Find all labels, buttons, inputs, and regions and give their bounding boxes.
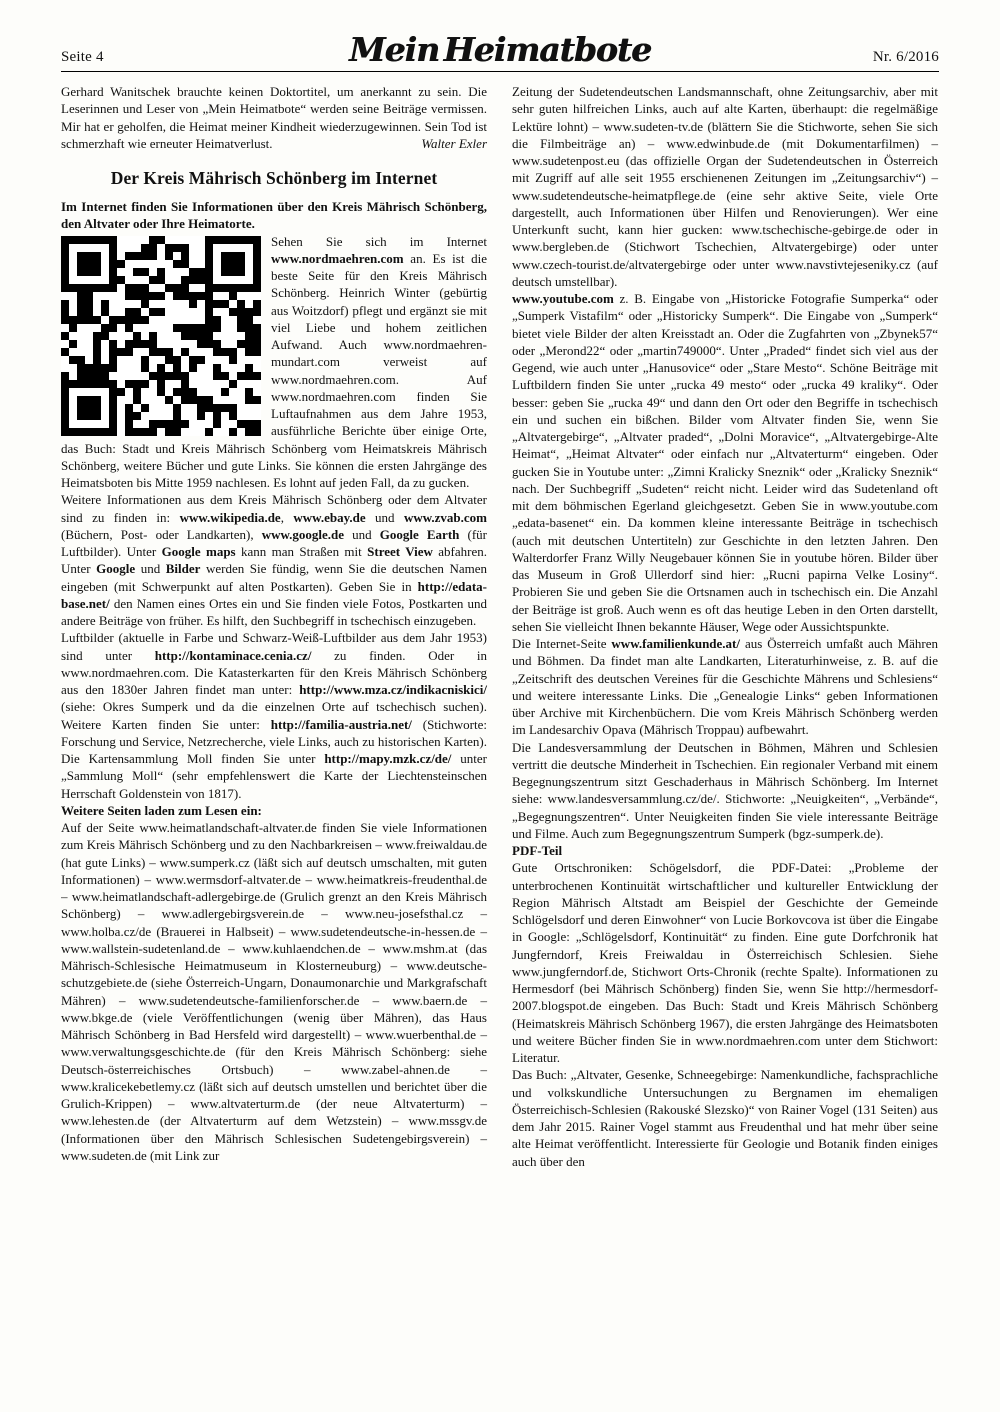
qr-paragraph-text: Sehen Sie sich im Internet www.nordmaehren.com an. Es ist die beste Seite für den Kreis Mährisch Schönberg. Heinrich Winter (gebürtig aus Woitzdorf) pflegt und ergänzt sie mit viel Liebe und hohem zeitlichen Aufwand. Auch www.nordmaehren-mundart.com verweist auf www.nordmaehren.com. Auf www.nordmaehren.com finden Sie Luftaufnahmen aus dem Jahre 1953, ausführliche Berichte über einige Orte, das Buch: Stadt und Kreis Mährisch Schönberg vom Heimatskreis Mährisch Schönberg, weitere Bücher und gute Links. Sie können die ersten Jahrgänge des Heimatsboten bis Mitte 1959 nachlesen. Es lohnt auf jeden Fall, da zu gucken. — [61, 233, 487, 490]
issue-number: Nr. 6/2016 — [872, 49, 939, 65]
ortschroniken-paragraph: Gute Ortschroniken: Schögelsdorf, die PDF-Datei: „Probleme der unterbrochenen Kontinuität wirtschaftlicher und kultureller Entwicklung der Region Mährisch Altstadt am Beispiel der Geschichte der Gemeinde Schlögelsdorf und deren Einwohner“ von Lucie Borkovcova ist über die Eingabe in Google: „Schlögelsdorf, Kontinuität“ zu finden. Eine gute Dorfchronik hat Jungferndorf, Kreis Freiwaldau in Österreichisch Schlesien. Siehe www.jungferndorf.de, Stichwort Orts-Chronik (rechte Spalte). Informationen zu Hermesdorf (bei Mährisch Schönberg) finden Sie, wenn Sie http://hermesdorf-2007.blogspot.de eingeben. Das Buch: Stadt und Kreis Mährisch Schönberg (Heimatskreis Mährisch Schönberg 1967), die ersten Jahrgänge des Heimatsboten und weitere Bücher finden Sie in www.nordmaehren.com unter dem Stichwort: Literatur. — [512, 860, 938, 1065]
masthead-logo: Mein Heimatbote — [348, 30, 652, 69]
maps-paragraph: Luftbilder (aktuelle in Farbe und Schwarz-Weiß-Luftbilder aus dem Jahr 1953) sind unter http://kontaminace.cenia.cz/ zu finden. Oder in www.nordmaehren.com. Die Katasterkarten für den Kreis Mährisch Schönberg aus den 1830er Jahren findet man unter: http://www.mza.cz/indikacniskici/ (siehe: Okres Sumperk und da die einzelnen Orte auf tschechisch suchen). Weitere Karten finden Sie unter: http://familia-austria.net/ (Stichworte: Forschung und Service, Netzrecherche, viele Links, auch zu historischen Karten). Die Kartensammlung Moll finden Sie unter http://mapy.mzk.cz/de/ unter „Sammlung Moll“ (sehr empfehlenswert die Karte der Liechtensteinschen Herrschaft Goldenstein von 1817). — [61, 630, 488, 801]
subhead-weitere-seiten: Weitere Seiten laden zum Lesen ein: — [61, 802, 262, 818]
qr-paragraph — [61, 233, 487, 492]
buch-paragraph: Das Buch: „Altvater, Gesenke, Schneegebirge: Namenkundliche, fachsprachliche und volkskundliche Untersuchungen zu Bergnamen im ehemaligen Österreichisch-Schlesien (Rakouské Slezsko)“ von Rainer Vogel (131 Seiten) aus dem Jahr 2015. Rainer Vogel stammt aus Freudenthal und hat mehr über seine alte Heimat veröffentlicht. Interessierte für Geologie und Botanik finden einiges auch über den — [512, 1067, 938, 1169]
landesversammlung-paragraph: Die Landesversammlung der Deutschen in Böhmen, Mähren und Schlesien vertritt die deutsche Minderheit in Tschechien. Ein regionaler Verband mit einem Begegnungszentrum sitzt Geschaderhaus in Mährisch Schönberg. Im Internet siehe: www.landesversammlung.cz/de/. Stichworte: „Neuigkeiten“, „Verbände“, „Begegnungszentren“. Unter Neuigkeiten finden Sie viele interessante Beiträge und Filme. Auch zum Begegnungszentrum Sumperk (bgz-sumperk.de). — [512, 739, 938, 841]
subhead-pdf-teil: PDF-Teil — [512, 843, 563, 858]
intro-paragraph: Im Internet finden Sie Informationen über den Kreis Mährisch Schönberg, den Altvater oder Ihre Heimatorte. — [61, 199, 487, 232]
links-overview-paragraph: Weitere Informationen aus dem Kreis Mährisch Schönberg oder dem Altvater sind zu finden in: www.wikipedia.de, www.ebay.de und www.zvab.com (Büchern, Post- oder Landkarten), www.google.de und Google Earth (für Luftbilder). Unter Google maps kann man Straßen mit Street View abfahren. Unter Google und Bilder werden Sie fündig, wenn Sie die deutschen Namen eingeben (mit Schwerpunkt auf alten Postkarten). Geben Sie in http://edata-base.net/ den Namen eines Ortes ein und Sie finden viele Fotos, Postkarten und andere Beiträge von früher. Es hilft, den Suchbegriff in tschechisch einzugeben. — [61, 492, 488, 628]
youtube-paragraph: www.youtube.com z. B. Eingabe von „Historicke Fotografie Sumperka“ oder „Sumperk Vistafilm“ oder „Historicky Sumperk“. Die Eingabe von „Sumperk“ bietet viele Bilder der alten Kreisstadt an. Oder die Zugfahrten von „Zbynek57“ oder „Merond22“ oder „martin749000“. Unter „Praded“ findet sich viel aus der Gegend, wie auch unter „Hanusovice“ oder „Stare Mesto“. Schöne Beiträge mit Luftbildern finden Sie unter „rucka 49 mesto“ oder „rucka 49 kraliky“. Oder besser: geben Sie „rucka 49“ und dann den Ort oder den Begriffe in tschechisch ein und suchen ein bißchen. Bilder vom Altvater finden Sie, wenn Sie „Altvatergebirge“, „Altvater praded“, „Dolni Moravice“, „Altvatergebirge-Alte Heimat“, „Heimat Altvater“ oder einfach nur „Altvaterturm“ eingeben. Oder gucken Sie in Youtube unter: „Zimni Kralicky Sneznik“ oder „Kralicky Sneznik“ nach. Der Suchbegriff „Sudeten“ reicht nicht. Leider wird das Sudetenland oft mit dem böhmischen Egerland gleichgesetzt. Geben Sie in www.youtube.com „edata-basenet“ ein. Da kommen kleine interessante Beiträge in tschechisch (auch mit deutschen Untertiteln) zur Geschichte in den letzten Jahren. Den Walterdorfer Franz Willy Neugebauer können Sie in youtube hören. Bilder über das Museum in Groß Ullerdorf sind hier: „Rucni papirna Velke Losiny“. Probieren Sie und geben Sie die Ortsnamen auch in tschechisch ein. Die Anzahl der Beiträge ist groß. Auch wenn es oft das heutige Leben in den Orten darstellt, sehen Sie vielleicht Ihnen bekannte Häuser, Wege oder Aussichtspunkte. — [512, 291, 938, 634]
obituary-text: Gerhard Wanitschek brauchte keinen Doktortitel, um anerkannt zu sein. Die Leserinnen und Leser von „Mein Heimatbote“ werden seine Beiträge vermissen. Mir hat er geholfen, die Heimat meiner Kindheit wiederzugewinnen. Sein Tod ist schmerzhaft wie erneuter Heimatverlust. — [61, 84, 487, 151]
right-column — [512, 83, 938, 1170]
header-divider — [61, 71, 939, 72]
section-title: Der Kreis Mährisch Schönberg im Internet — [110, 168, 438, 188]
left-column — [61, 83, 487, 1170]
zeitung-paragraph: Zeitung der Sudetendeutschen Landsmannschaft, ohne Zeitungsarchiv, aber mit sehr guten hilfreichen Links, auch auf alte Karten, überhaupt: die regelmäßige Lektüre lohnt) – www.sudeten-tv.de (blättern Sie die Stichworte, sehen Sie sich die Filmbeiträge an) – www.edwinbude.de (mit Dokumentarfilmen) – www.sudetenpost.eu (das offizielle Organ der Sudetendeutschen in Österreich mit Zugriff auf alle seit 1955 erschienenen Zeitungen im „Zeitungsarchiv“) – www.sudetendeutsche-heimatpflege.de (eine sehr aktive Seite, viele Orte dargestellt, auch Informationen über Hilfen und Renovierungen). Wer eine Unterkunft sucht, kann hier gucken: www.tschechische-gebirge.de oder in www.bergleben.de (Stichwort Tschechien, Altvatergebirge) oder unter www.czech-tourist.de/altvatergebirge oder unter www.navstivtejeseniky.cz (auf deutsch umstellbar). — [512, 84, 938, 289]
page-number: Seite 4 — [61, 49, 104, 65]
familienkunde-paragraph: Die Internet-Seite www.familienkunde.at/ aus Österreich umfaßt auch Mähren und Böhmen. Da findet man alte Landkarten, Literaturhinweise, z. B. auf die „Zeitschrift des deutschen Vereines für die Geschichte Mährens und Schlesiens“ und weitere interessante Links. Die „Genealogie Links“ geben Informationen über Archive mit Kirchenbüchern. Die vom Kreis Mährisch Schönberg werden im Landesarchiv Opava (Mährisch Troppau) aufbewahrt. — [512, 636, 939, 738]
page-header — [61, 30, 939, 69]
website-list-paragraph: Auf der Seite www.heimatlandschaft-altvater.de finden Sie viele Informationen zum Kreis Mährisch Schönberg und zu den Nachbarkreisen – www.freiwaldau.de (hat gute Links) – www.sumperk.cz (läßt sich auf deutsch umschalten, mit guten Informationen) – www.wermsdorf-altvater.de – www.heimatkreis-freudenthal.de – www.heimatlandschaft-adlergebirge.de (Grulich grenzt an den Kreis Mährisch Schönberg) – www.adlergebirgsverein.de – www.neu-josefsthal.cz – www.holba.cz/de (Brauerei in Halbseit) – www.sudetendeutsche-in-hessen.de – www.wallstein-sudetenland.de – www.kuhlaendchen.de – www.mshm.at (das Mährisch-Schlesische Heimatmuseum in Klosterneuburg) – www.deutsche-schutzgebiete.de (siehe Österreich-Ungarn, Donaumonarchie und Markgrafschaft Mähren) – www.sudetendeutsche-familienforscher.de – www.baern.de – www.bkge.de (viele Veröffentlichungen (wenig über Mähren), das Haus Mährisch Schönberg in Bad Hersfeld wird dargestellt) – www.wuerbenthal.de – www.verwaltungsgeschichte.de (für den Kreis Mährisch Schönberg: siehe Deutsch-österreichisches Ortsbuch) – www.zabel-ahnen.de – www.kralicekebetlemy.cz (läßt sich auf deutsch umstellen und berichtet über die Grulich-Krippen) – www.altvaterturm.de (der neue Altvaterturm) – www.lehesten.de (der Altvaterturm auf dem Wetzstein) – www.mssgv.de (Informationen über den Mährisch Schlesischen Sudetengebirgsverein) – www.sudeten.de (mit Link zur — [61, 820, 487, 1163]
obituary-paragraph — [61, 83, 487, 152]
obituary-signature: Walter Exler — [421, 135, 487, 151]
article-body — [61, 83, 939, 1170]
qr-code — [61, 236, 261, 436]
